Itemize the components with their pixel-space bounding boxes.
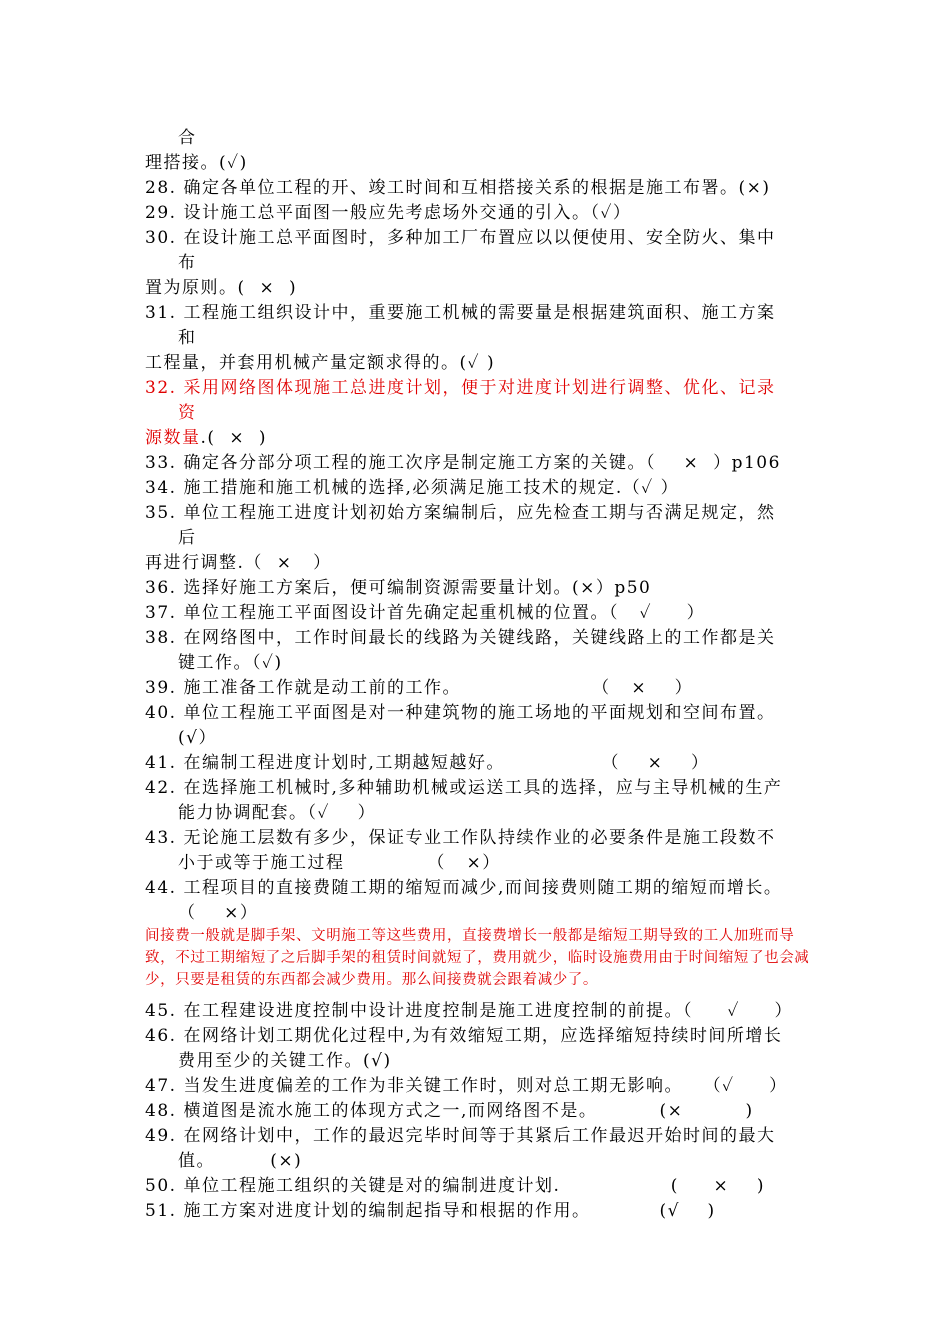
item-32 [145, 376, 775, 400]
text-line: 理搭接。(✓) [145, 153, 248, 173]
item-50: 50. 单位工程施工组织的关键是对的编制进度计划. ( × ) [145, 1176, 765, 1196]
item-35: 35. 单位工程施工进度计划初始方案编制后，应先检查工期与否满足规定，然 [145, 503, 776, 523]
text-line: (√） [178, 728, 217, 748]
text-line: 再进行调整.（ × ） [145, 553, 332, 573]
item-44: 44. 工程项目的直接费随工期的缩短而减少,而间接费则随工期的缩短而增长。 [145, 878, 783, 898]
text-line: 布 [178, 253, 197, 273]
explanation-note: 间接费一般就是脚手架、文明施工等这些费用，直接费增长一般都是缩短工期导致的工人加班而导致，不过工期缩短了之后脚手架的租赁时间就短了，费用就少，临时设施费用由于时间缩短了也会减少，只要是租赁的东西都会减少费用。那么间接费就会跟着减少了。 [145, 928, 810, 988]
item-33: 33. 确定各分部分项工程的施工次序是制定施工方案的关键。（ × ）p106 [145, 453, 781, 473]
text-line: 能力协调配套。（✓ ） [178, 803, 377, 823]
item-31: 31. 工程施工组织设计中，重要施工机械的需要量是根据建筑面积、施工方案 [145, 303, 776, 323]
item-38: 38. 在网络图中，工作时间最长的线路为关键线路，关键线路上的工作都是关 [145, 628, 776, 648]
item-47: 47. 当发生进度偏差的工作为非关键工作时，则对总工期无影响。 （✓ ） [145, 1076, 788, 1096]
item-32-highlight: 记录 [738, 378, 776, 398]
text-line: 小于或等于施工过程 （ ×） [178, 853, 501, 873]
item-36: 36. 选择好施工方案后，便可编制资源需要量计划。(×）p50 [145, 578, 652, 598]
text-line: 工程量，并套用机械产量定额求得的。(✓ ) [145, 353, 496, 373]
text-line: 合 [178, 128, 197, 148]
item-48: 48. 横道图是流水施工的体现方式之一,而网络图不是。 (× ) [145, 1101, 754, 1121]
item-45: 45. 在工程建设进度控制中设计进度控制是施工进度控制的前提。（ ✓ ） [145, 1001, 793, 1021]
text-line: 和 [178, 328, 197, 348]
item-30: 30. 在设计施工总平面图时，多种加工厂布置应以以便使用、安全防火、集中 [145, 228, 776, 248]
item-42: 42. 在选择施工机械时,多种辅助机械或运送工具的选择，应与主导机械的生产 [145, 778, 783, 798]
answer-text: .( × ) [200, 428, 268, 448]
item-37: 37. 单位工程施工平面图设计首先确定起重机械的位置。（ ✓ ） [145, 603, 706, 623]
highlight-text: 源数量 [145, 428, 201, 448]
item-51: 51. 施工方案对进度计划的编制起指导和根据的作用。 (√ ) [145, 1201, 716, 1221]
item-29: 29. 设计施工总平面图一般应先考虑场外交通的引入。（✓） [145, 203, 632, 223]
item-39: 39. 施工准备工作就是动工前的工作。 （ × ） [145, 678, 694, 698]
item-32-text: 32. 采用网络图体现施工总进度计划，便于对进度计划进行调整、优化、 [145, 378, 739, 398]
text-line: 费用至少的关键工作。(√) [178, 1051, 392, 1071]
text-line [145, 426, 267, 450]
item-34: 34. 施工措施和施工机械的选择,必须满足施工技术的规定.（✓ ） [145, 478, 680, 498]
text-line: 后 [178, 528, 197, 548]
text-line: 键工作。（✓) [178, 653, 283, 673]
text-line: 值。 (×) [178, 1151, 303, 1171]
text-line: 置为原则。( × ) [145, 278, 298, 298]
item-49: 49. 在网络计划中，工作的最迟完毕时间等于其紧后工作最迟开始时间的最大 [145, 1126, 776, 1146]
item-41: 41. 在编制工程进度计划时,工期越短越好。 （ × ） [145, 753, 710, 773]
item-46: 46. 在网络计划工期优化过程中,为有效缩短工期，应选择缩短持续时间所增长 [145, 1026, 783, 1046]
item-28: 28. 确定各单位工程的开、竣工时间和互相搭接关系的根据是施工布署。(×) [145, 178, 771, 198]
item-43: 43. 无论施工层数有多少，保证专业工作队持续作业的必要条件是施工段数不 [145, 828, 776, 848]
text-line: （ ×） [178, 903, 259, 923]
text-line: 资 [178, 403, 197, 423]
item-40: 40. 单位工程施工平面图是对一种建筑物的施工场地的平面规划和空间布置。 [145, 703, 776, 723]
